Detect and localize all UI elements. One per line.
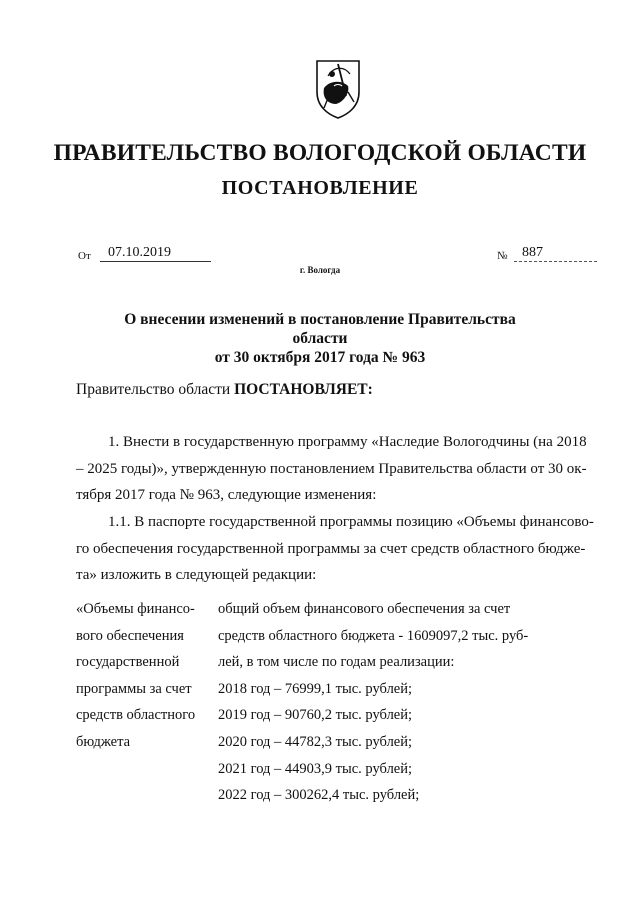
paragraph-line: 1.1. В паспорте государственной программы позицию «Объемы финансово- [108,514,594,530]
number-label: № [497,250,508,262]
table-cell-line: средств областного [76,707,196,724]
table-cell-line: «Объемы финансо- [76,601,195,617]
funding-table-value [218,596,578,809]
document-type: ПОСТАНОВЛЕНИЕ [221,177,419,199]
table-cell-line: государственной [76,654,180,671]
table-cell-line: 2018 год – 76999,1 тыс. рублей; [218,680,413,697]
table-cell-line: общий объем финансового обеспечения за счет [218,601,511,617]
paragraph-1 [76,429,587,509]
table-cell-line: 2020 год – 44782,3 тыс. рублей; [218,733,413,750]
table-cell-line: вого обеспечения [76,627,184,644]
number-field: 887 [514,244,597,262]
date-field: 07.10.2019 [100,244,211,262]
table-cell-line: бюджета [76,733,131,750]
table-cell-line: средств областного бюджета - 1609097,2 тыс. руб- [218,627,529,644]
paragraph-1-1 [76,509,594,589]
date-label: От [78,250,91,262]
table-cell-line: программы за счет [76,680,192,697]
paragraph-line: го обеспечения государственной программы за счет средств областного бюдже- [76,540,586,557]
document-subject [100,310,540,367]
coat-of-arms-icon [314,58,362,120]
preamble-emphasis: ПОСТАНОВЛЯЕТ: [234,381,373,398]
city-label: г. Вологда [299,265,341,275]
preamble [76,381,373,399]
table-cell-line: 2022 год – 300262,4 тыс. рублей; [218,787,420,804]
paragraph-line: та» изложить в следующей редакции: [76,567,317,584]
table-cell-line: 2021 год – 44903,9 тыс. рублей; [218,760,413,777]
subject-line-1: О внесении изменений в постановление Правительства области [124,311,516,347]
organization-title: ПРАВИТЕЛЬСТВО ВОЛОГОДСКОЙ ОБЛАСТИ [53,140,587,166]
preamble-text: Правительство области [76,381,235,398]
table-cell-line: 2019 год – 90760,2 тыс. рублей; [218,707,413,724]
subject-line-2: от 30 октября 2017 года № 963 [214,349,426,366]
funding-table-label [76,596,216,756]
paragraph-line: – 2025 годы)», утвержденную постановлением Правительства области от 30 ок- [76,460,587,477]
paragraph-line: тября 2017 года № 963, следующие изменения: [76,487,377,504]
paragraph-line: 1. Внести в государственную программу «Наследие Вологодчины (на 2018 [108,434,587,450]
table-cell-line: лей, в том числе по годам реализации: [218,654,455,671]
